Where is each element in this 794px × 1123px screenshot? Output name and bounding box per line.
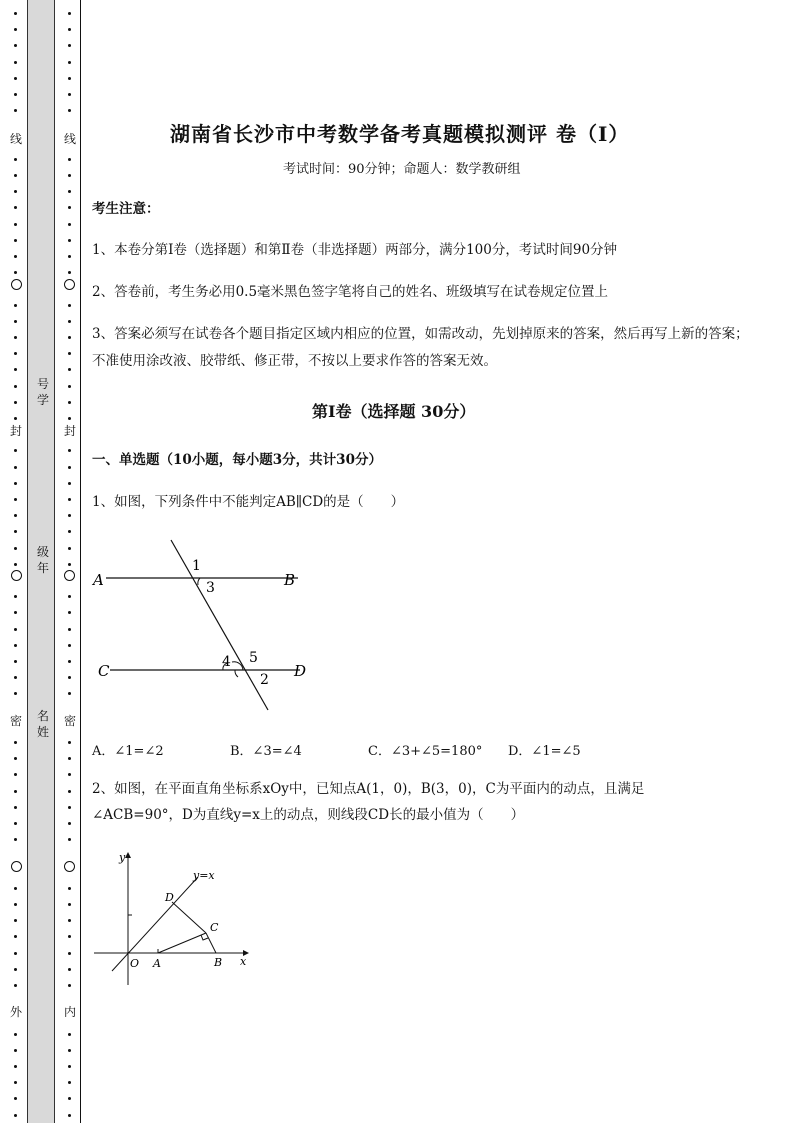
margin-dot: [14, 1065, 17, 1068]
outer-mark-outside: 外: [9, 1005, 22, 1019]
margin-dot: [14, 482, 17, 485]
outer-circle-mark: [11, 861, 22, 872]
margin-dot: [14, 239, 17, 242]
inner-circle-mark: [64, 861, 75, 872]
field-student-number: 号学: [36, 377, 49, 407]
margin-dot: [14, 757, 17, 760]
margin-dot: [68, 660, 71, 663]
margin-dot: [14, 676, 17, 679]
label-line: y=x: [193, 869, 215, 882]
margin-dot: [14, 1049, 17, 1052]
notice-item-3: 3、答案必须写在试卷各个题目指定区域内相应的位置，如需改动，先划掉原来的答案，然后再写上新的答案；不准使用涂改液、胶带纸、修正带，不按以上要求作答的答案无效。: [92, 326, 749, 369]
transversal: [171, 540, 268, 710]
q1-option-c[interactable]: C．∠3+∠5=180°: [368, 744, 483, 759]
q1-option-b[interactable]: B．∠3=∠4: [230, 744, 302, 759]
margin-dot: [14, 77, 17, 80]
notice-item-2: 2、答卷前，考生务必用0.5毫米黑色签字笔将自己的姓名、班级填写在试卷规定位置上: [92, 284, 609, 300]
q1-option-a[interactable]: A．∠1=∠2: [92, 744, 164, 759]
inner-circle-mark: [64, 570, 75, 581]
margin-dot: [14, 919, 17, 922]
q2-stem-line1: 2、如图，在平面直角坐标系xOy中，已知点A(1，0)，B(3，0)，C为平面内的动点，且满足: [92, 781, 645, 797]
margin-dot: [14, 806, 17, 809]
margin-dot: [68, 417, 71, 420]
label-angle-3: 3: [206, 580, 215, 596]
q1-option-d[interactable]: D．∠1=∠5: [508, 744, 581, 759]
margin-dot: [68, 466, 71, 469]
margin-dot: [14, 935, 17, 938]
margin-dot: [68, 903, 71, 906]
margin-dot: [68, 498, 71, 501]
margin-dot: [14, 547, 17, 550]
label-angle-5: 5: [249, 650, 258, 666]
margin-dot: [68, 887, 71, 890]
margin-dot: [14, 320, 17, 323]
margin-dot: [14, 44, 17, 47]
label-y-axis: y: [119, 851, 126, 864]
margin-dot: [68, 12, 71, 15]
margin-dot: [68, 93, 71, 96]
margin-dot: [68, 741, 71, 744]
margin-dot: [68, 611, 71, 614]
margin-dot: [68, 368, 71, 371]
binding-line: [80, 0, 81, 1123]
margin-dot: [68, 757, 71, 760]
label-o: O: [130, 957, 140, 970]
margin-dot: [14, 93, 17, 96]
section-title: 第Ⅰ卷（选择题 30分）: [312, 402, 476, 421]
label-d: D: [165, 891, 174, 904]
outer-circle-mark: [11, 279, 22, 290]
margin-dot: [14, 12, 17, 15]
margin-dot: [68, 806, 71, 809]
margin-dot: [68, 336, 71, 339]
label-a: A: [153, 957, 161, 970]
margin-dot: [68, 223, 71, 226]
margin-dot: [14, 692, 17, 695]
inner-mark-seal: 封: [63, 424, 76, 438]
margin-dot: [68, 919, 71, 922]
outer-mark-seal: 封: [9, 424, 22, 438]
q1-stem: 1、如图，下列条件中不能判定AB∥CD的是（ ）: [92, 494, 405, 510]
exam-title: 湖南省长沙市中考数学备考真题模拟测评 卷（Ⅰ）: [170, 122, 630, 146]
label-angle-2: 2: [260, 672, 269, 688]
outer-dot-column: [8, 0, 22, 1123]
margin-dot: [68, 984, 71, 987]
margin-dot: [68, 255, 71, 258]
outer-mark-secret: 密: [9, 714, 22, 728]
margin-dot: [14, 190, 17, 193]
margin-dot: [68, 1033, 71, 1036]
margin-dot: [14, 61, 17, 64]
margin-dot: [68, 952, 71, 955]
field-name: 名姓: [36, 709, 49, 739]
margin-dot: [14, 109, 17, 112]
label-angle-4: 4: [222, 654, 231, 670]
margin-dot: [68, 595, 71, 598]
margin-dot: [68, 109, 71, 112]
label-angle-1: 1: [192, 558, 201, 574]
margin-dot: [14, 206, 17, 209]
margin-dot: [68, 935, 71, 938]
margin-dot: [68, 206, 71, 209]
margin-dot: [68, 174, 71, 177]
inner-mark-inside: 内: [63, 1005, 76, 1019]
label-x-axis: x: [240, 955, 247, 968]
angle-arc-2: [235, 670, 238, 677]
margin-dot: [68, 822, 71, 825]
label-b: B: [284, 571, 296, 589]
margin-dot: [68, 773, 71, 776]
margin-dot: [14, 968, 17, 971]
q1-figure: [88, 535, 318, 715]
margin-dot: [68, 530, 71, 533]
margin-dot: [68, 514, 71, 517]
margin-dot: [68, 547, 71, 550]
margin-dot: [68, 644, 71, 647]
label-d: D: [294, 662, 307, 680]
margin-dot: [68, 401, 71, 404]
margin-dot: [68, 320, 71, 323]
margin-dot: [14, 838, 17, 841]
inner-mark-line: 线: [63, 132, 76, 146]
margin-dot: [14, 304, 17, 307]
segment-ac: [158, 933, 206, 953]
margin-dot: [14, 530, 17, 533]
margin-dot: [14, 790, 17, 793]
notice-item-1: 1、本卷分第Ⅰ卷（选择题）和第Ⅱ卷（非选择题）两部分，满分100分，考试时间90分钟: [92, 242, 618, 258]
exam-subtitle: 考试时间：90分钟；命题人：数学教研组: [283, 162, 521, 177]
margin-dot: [68, 1114, 71, 1117]
notice-heading: 考生注意：: [92, 201, 160, 217]
margin-dot: [68, 482, 71, 485]
margin-dot: [14, 1033, 17, 1036]
inner-circle-mark: [64, 279, 75, 290]
margin-dot: [68, 968, 71, 971]
label-c: C: [210, 921, 219, 934]
margin-dot: [68, 1081, 71, 1084]
margin-dot: [68, 838, 71, 841]
margin-dot: [14, 158, 17, 161]
margin-dot: [68, 1049, 71, 1052]
margin-dot: [14, 368, 17, 371]
margin-dot: [14, 984, 17, 987]
margin-dot: [14, 611, 17, 614]
margin-dot: [68, 61, 71, 64]
field-grade: 级年: [36, 545, 49, 575]
q2-stem-line2: ∠ACB=90°，D为直线y=x上的动点，则线段CD长的最小值为（ ）: [92, 807, 525, 823]
margin-dot: [14, 1081, 17, 1084]
angle-arc-3: [198, 578, 200, 585]
inner-mark-secret: 密: [63, 714, 76, 728]
margin-dot: [14, 822, 17, 825]
margin-dot: [14, 887, 17, 890]
label-a: A: [93, 571, 104, 589]
outer-circle-mark: [11, 570, 22, 581]
q2-figure: [90, 845, 260, 990]
margin-dot: [68, 385, 71, 388]
margin-dot: [14, 174, 17, 177]
margin-dot: [68, 190, 71, 193]
margin-dot: [68, 1097, 71, 1100]
margin-dot: [14, 271, 17, 274]
margin-dot: [14, 1114, 17, 1117]
margin-dot: [14, 903, 17, 906]
margin-dot: [68, 563, 71, 566]
margin-dot: [14, 498, 17, 501]
margin-dot: [14, 1097, 17, 1100]
margin-dot: [14, 28, 17, 31]
margin-dot: [14, 352, 17, 355]
margin-dot: [68, 352, 71, 355]
margin-dot: [14, 466, 17, 469]
margin-dot: [68, 692, 71, 695]
margin-dot: [68, 628, 71, 631]
margin-dot: [14, 595, 17, 598]
margin-dot: [14, 449, 17, 452]
margin-dot: [14, 773, 17, 776]
outer-mark-line: 线: [9, 132, 22, 146]
segment-cb: [206, 933, 216, 953]
margin-dot: [68, 239, 71, 242]
part-heading: 一、单选题（10小题，每小题3分，共计30分）: [92, 452, 382, 468]
margin-dot: [68, 44, 71, 47]
margin-dot: [68, 1065, 71, 1068]
label-b: B: [214, 956, 223, 969]
margin-dot: [14, 628, 17, 631]
margin-dot: [14, 417, 17, 420]
margin-dot: [14, 385, 17, 388]
segment-cd: [172, 902, 206, 933]
margin-dot: [68, 304, 71, 307]
margin-dot: [14, 336, 17, 339]
margin-dot: [14, 741, 17, 744]
margin-dot: [68, 77, 71, 80]
margin-dot: [14, 952, 17, 955]
margin-dot: [68, 449, 71, 452]
margin-dot: [14, 514, 17, 517]
margin-dot: [14, 660, 17, 663]
inner-dot-column: [62, 0, 76, 1123]
margin-dot: [14, 223, 17, 226]
margin-dot: [68, 28, 71, 31]
margin-dot: [14, 644, 17, 647]
margin-dot: [68, 790, 71, 793]
margin-dot: [14, 563, 17, 566]
margin-dot: [14, 255, 17, 258]
margin-dot: [14, 401, 17, 404]
margin-dot: [68, 676, 71, 679]
margin-dot: [68, 271, 71, 274]
label-c: C: [98, 662, 110, 680]
margin-dot: [68, 158, 71, 161]
